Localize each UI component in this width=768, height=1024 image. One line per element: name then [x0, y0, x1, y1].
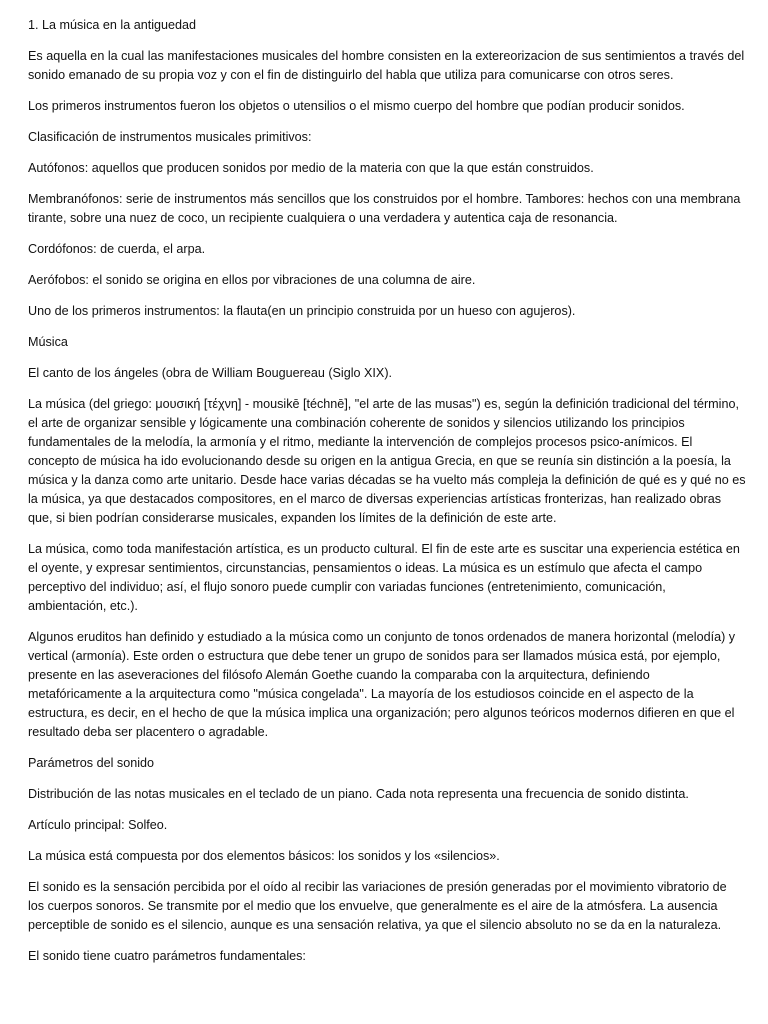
document-page: [28, 16, 746, 978]
paragraph: La música (del griego: μουσική [τέχνη] - mousikē [téchnē], "el arte de las musas") es, según la definición tradicional del término, el arte de organizar sensible y lógicamente una combinación coherente de sonidos y silencios utilizando los principios fundamentales de la melodía, la armonía y el ritmo, mediante la intervención de complejos procesos psico-anímicos. El concepto de música ha ido evolucionando desde su origen en la antigua Grecia, en que se reunía sin distinción a la poesía, la música y la danza como arte unitario. Desde hace varias décadas se ha vuelto más compleja la definición de qué es y qué no es la música, ya que destacados compositores, en el marco de diversas experiencias artísticas fronterizas, han realizado obras que, si bien podrían considerarse musicales, expanden los límites de la definición de este arte.: [28, 397, 746, 525]
paragraph: El sonido tiene cuatro parámetros fundamentales:: [28, 949, 306, 963]
paragraph: Aerófobos: el sonido se origina en ellos por vibraciones de una columna de aire.: [28, 273, 476, 287]
paragraph: El sonido es la sensación percibida por el oído al recibir las variaciones de presión generadas por el movimiento vibratorio de los cuerpos sonoros. Se transmite por el medio que los envuelve, que generalmente es el aire de la atmósfera. La ausencia perceptible de sonido es el silencio, aunque es una sensación relativa, ya que el silencio absoluto no se da en la naturaleza.: [28, 880, 727, 932]
section-heading: 1. La música en la antiguedad: [28, 18, 197, 32]
paragraph: El canto de los ángeles (obra de William Bouguereau (Siglo XIX).: [28, 366, 393, 380]
paragraph: Los primeros instrumentos fueron los objetos o utensilios o el mismo cuerpo del hombre que podían producir sonidos.: [28, 99, 685, 113]
paragraph: Cordófonos: de cuerda, el arpa.: [28, 242, 206, 256]
subheading: Música: [28, 335, 68, 349]
paragraph: Membranófonos: serie de instrumentos más sencillos que los construidos por el hombre. Tambores: hechos con una membrana tirante, sobre una nuez de coco, un recipiente cualquiera o una verdadera y autentica caja de resonancia.: [28, 192, 741, 225]
paragraph: Distribución de las notas musicales en el teclado de un piano. Cada nota representa una frecuencia de sonido distinta.: [28, 787, 689, 801]
paragraph: Es aquella en la cual las manifestaciones musicales del hombre consisten en la extereorizacion de sus sentimientos a través del sonido emanado de su propia voz y con el fin de distinguirlo del habla que utiliza para comunicarse con otros seres.: [28, 49, 745, 82]
paragraph: Uno de los primeros instrumentos: la flauta(en un principio construida por un hueso con agujeros).: [28, 304, 576, 318]
paragraph: Autófonos: aquellos que producen sonidos por medio de la materia con que la que están construidos.: [28, 161, 594, 175]
paragraph: La música está compuesta por dos elementos básicos: los sonidos y los «silencios».: [28, 849, 500, 863]
paragraph: Artículo principal: Solfeo.: [28, 818, 168, 832]
paragraph: Algunos eruditos han definido y estudiado a la música como un conjunto de tonos ordenados de manera horizontal (melodía) y vertical (armonía). Este orden o estructura que debe tener un grupo de sonidos para ser llamados música está, por ejemplo, presente en las aseveraciones del filósofo Alemán Goethe cuando la comparaba con la arquitectura, definiendo metafóricamente a la arquitectura como "música congelada". La mayoría de los estudiosos coincide en el aspecto de la estructura, es decir, en el hecho de que la música implica una organización; pero algunos teóricos modernos difieren en que el resultado deba ser placentero o agradable.: [28, 630, 736, 739]
paragraph: La música, como toda manifestación artística, es un producto cultural. El fin de este arte es suscitar una experiencia estética en el oyente, y expresar sentimientos, circunstancias, pensamientos o ideas. La música es un estímulo que afecta el campo perceptivo del individuo; así, el flujo sonoro puede cumplir con variadas funciones (entretenimiento, comunicación, ambientación, etc.).: [28, 542, 740, 613]
paragraph: Clasificación de instrumentos musicales primitivos:: [28, 130, 312, 144]
subheading: Parámetros del sonido: [28, 756, 155, 770]
